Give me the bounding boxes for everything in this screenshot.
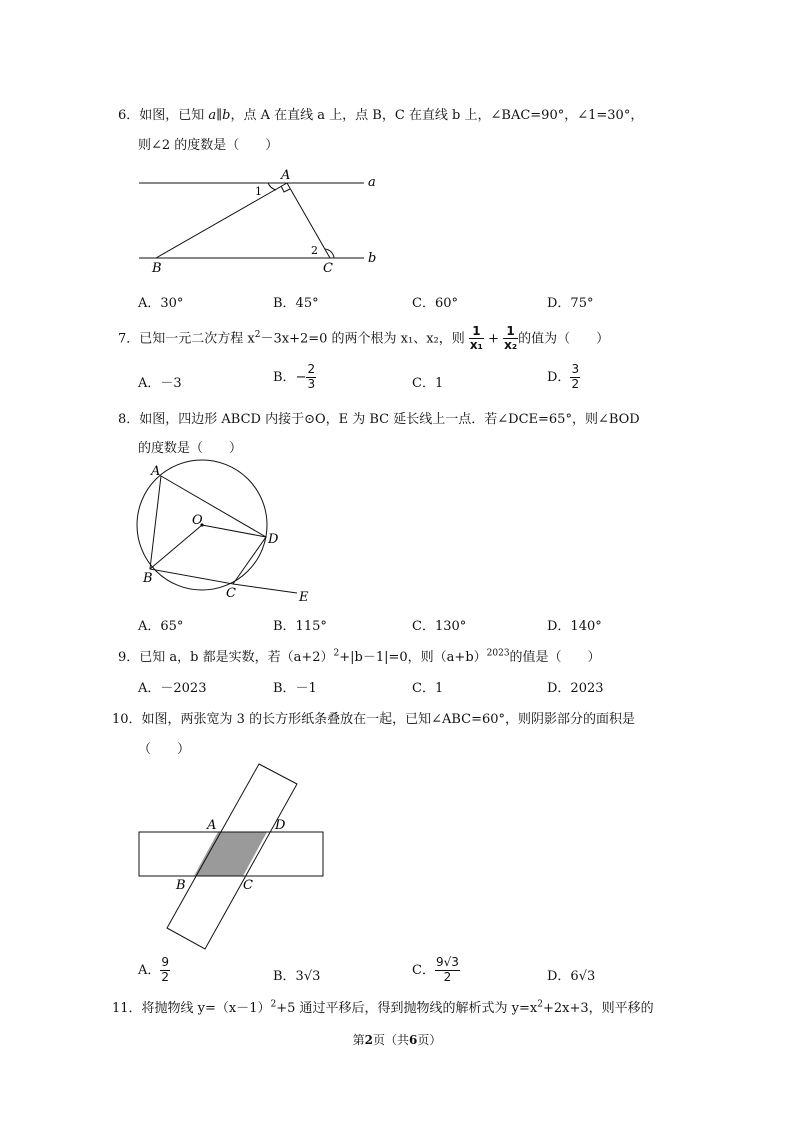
footer-page-number: 2 xyxy=(364,1033,373,1047)
label-D: D xyxy=(275,818,286,833)
q7-frac2 xyxy=(503,325,518,354)
q10-stem-line2: （ ） xyxy=(138,742,191,757)
q7-b-num: 2 xyxy=(307,362,316,376)
q7-sup: 2 xyxy=(254,330,261,340)
q10-option-a-label: A． xyxy=(138,962,161,978)
q11-sup1: 2 xyxy=(270,999,277,1010)
q10-a-den: 2 xyxy=(161,969,170,984)
q7-d-den: 2 xyxy=(571,376,580,391)
q10-option-c[interactable] xyxy=(412,956,460,985)
footer-total-pages: 6 xyxy=(409,1033,418,1047)
label-C: C xyxy=(323,261,333,276)
shaded-parallelogram xyxy=(194,832,267,876)
label-B: B xyxy=(152,261,162,276)
q7-option-d-label: D． xyxy=(547,369,571,385)
q10-c-den: 2 xyxy=(443,969,452,984)
q7-option-d[interactable] xyxy=(547,363,580,392)
q10-option-c-label: C． xyxy=(412,962,435,978)
label-A: A xyxy=(207,818,217,833)
q11-stem xyxy=(112,997,654,1016)
q10-option-b[interactable]: B．3√3 xyxy=(273,969,321,984)
q10-option-a-frac xyxy=(160,956,170,985)
label-A: A xyxy=(151,464,161,479)
footer-mid: 页（共 xyxy=(372,1033,409,1047)
segment-ac xyxy=(287,183,330,258)
label-B: B xyxy=(176,878,186,893)
extension-ce xyxy=(233,584,297,593)
angle1-arc xyxy=(268,183,276,190)
q8-option-c[interactable]: C．130° xyxy=(412,619,467,634)
segment-ab xyxy=(156,183,287,258)
q10-option-d[interactable]: D．6√3 xyxy=(547,969,596,984)
page-footer xyxy=(0,1031,794,1048)
q7-option-b-sign: − xyxy=(295,369,307,385)
q7-option-d-frac xyxy=(570,363,580,392)
q9-option-b[interactable]: B．－1 xyxy=(273,681,317,696)
label-E: E xyxy=(299,590,309,605)
q7-frac1-num: 1 xyxy=(469,325,484,340)
q11-text-post: +2x+3，则平移的 xyxy=(542,1001,654,1016)
q7-b-den: 3 xyxy=(307,376,316,391)
q7-frac1-den: x₁ xyxy=(469,338,483,353)
q7-text-mid: －3x+2=0 的两个根为 x₁、x₂，则 xyxy=(260,331,465,347)
quad-abcd xyxy=(150,476,266,584)
q8-figure xyxy=(137,460,309,605)
label-B: B xyxy=(143,571,153,586)
q9-option-c[interactable]: C．1 xyxy=(412,681,444,696)
label-C: C xyxy=(226,586,236,601)
q10-option-c-frac xyxy=(435,956,460,985)
q6-parallel: a∥b xyxy=(208,108,231,123)
footer-post: 页） xyxy=(417,1033,442,1047)
q8-option-b[interactable]: B．115° xyxy=(273,619,327,634)
q8-option-a[interactable]: A．65° xyxy=(138,619,184,634)
q11-sup2: 2 xyxy=(537,999,543,1010)
label-C: C xyxy=(243,878,253,893)
q6-option-a[interactable]: A．30° xyxy=(138,296,184,311)
q8-option-d[interactable]: D．140° xyxy=(547,619,602,634)
q8-stem-line1: 8．如图，四边形 ABCD 内接于⊙O，E 为 BC 延长线上一点．若∠DCE=65°，则∠BOD xyxy=(118,412,640,427)
segment-ob xyxy=(150,525,202,569)
q10-option-a[interactable] xyxy=(138,956,170,985)
label-a: a xyxy=(368,175,376,190)
q9-text-mid: +|b－1|=0，则（a+b） xyxy=(339,650,487,665)
q9-text-post: 的值是（ ） xyxy=(509,650,601,665)
right-angle-mark xyxy=(281,186,290,192)
q7-plus: + xyxy=(488,331,499,347)
q6-figure xyxy=(139,168,376,276)
q7-stem xyxy=(118,322,609,353)
q7-text-pre: 7．已知一元二次方程 x xyxy=(118,331,255,347)
q6-option-d[interactable]: D．75° xyxy=(547,296,594,311)
q9-text-pre: 9．已知 a，b 都是实数，若（a+2） xyxy=(118,650,334,665)
q6-text-mid: ，点 A 在直线 a 上，点 B，C 在直线 b 上，∠BAC=90°，∠1=30°， xyxy=(230,108,644,123)
q9-stem xyxy=(118,646,601,665)
footer-pre: 第 xyxy=(352,1033,365,1047)
label-angle1: 1 xyxy=(255,185,262,198)
q9-option-d[interactable]: D．2023 xyxy=(547,681,604,696)
q7-frac2-den: x₂ xyxy=(504,338,518,353)
q10-c-num: 9√3 xyxy=(435,955,459,969)
q9-sup2: 2023 xyxy=(486,648,510,659)
q9-option-a[interactable]: A．－2023 xyxy=(138,681,207,696)
q8-stem-line2: 的度数是（ ） xyxy=(138,441,243,456)
label-D: D xyxy=(268,532,279,547)
q7-frac2-num: 1 xyxy=(503,325,518,340)
q6-option-c[interactable]: C．60° xyxy=(412,296,458,311)
label-b: b xyxy=(368,251,377,266)
q11-text-pre: 11．将抛物线 y=（x－1） xyxy=(112,1001,271,1016)
label-O: O xyxy=(192,513,203,528)
q10-a-num: 9 xyxy=(161,955,170,969)
q7-option-b[interactable] xyxy=(273,363,316,392)
q7-option-b-label: B． xyxy=(273,369,296,385)
q6-text-pre: 6．如图，已知 xyxy=(118,108,209,123)
q6-stem-line2: 则∠2 的度数是（ ） xyxy=(138,138,279,153)
label-A: A xyxy=(281,168,291,183)
q9-sup1: 2 xyxy=(333,648,340,659)
label-angle2: 2 xyxy=(311,244,318,257)
q7-option-c[interactable]: C．1 xyxy=(412,376,444,391)
q7-frac1 xyxy=(469,325,484,354)
q7-option-a[interactable]: A．－3 xyxy=(138,376,182,391)
q11-text-mid: +5 通过平移后，得到抛物线的解析式为 y=x xyxy=(276,1001,538,1016)
q10-stem-line1: 10．如图，两张宽为 3 的长方形纸条叠放在一起，已知∠ABC=60°，则阴影部分的面积是 xyxy=(112,712,636,727)
q7-d-num: 3 xyxy=(571,362,580,376)
q10-figure xyxy=(139,764,323,949)
q6-option-b[interactable]: B．45° xyxy=(273,296,319,311)
q7-text-post: 的值为（ ） xyxy=(518,331,610,347)
q7-option-b-frac xyxy=(306,363,316,392)
